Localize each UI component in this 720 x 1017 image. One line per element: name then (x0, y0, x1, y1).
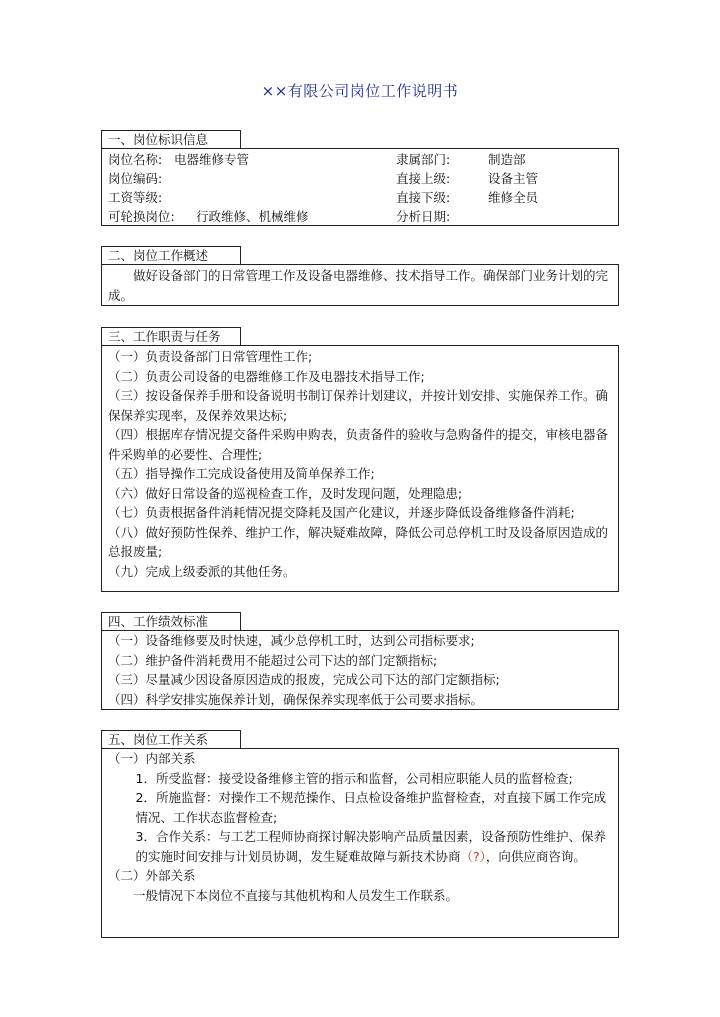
duty-item: （二）负责公司设备的电器维修工作及电器技术指导工作; (108, 368, 425, 384)
info-value: 维修全员 (488, 190, 539, 205)
relation-item (108, 827, 612, 866)
info-key: 隶属部门: (396, 152, 451, 167)
relation-item: 2．所施监督：对操作工不规范操作、日点检设备维护监督检查，对直接下属工作完成情况、工作状态监督检查; (135, 790, 606, 825)
duty-item: （一）负责设备部门日常管理性工作; (108, 349, 313, 364)
info-key: 直接下级: (396, 190, 451, 205)
info-value: 行政维修、机械维修 (196, 209, 309, 224)
info-row (108, 169, 612, 188)
external-relations-text: 一般情况下本岗位不直接与其他机构和人员发生工作联系。 (133, 887, 459, 903)
internal-relations-title: （一）内部关系 (108, 751, 196, 766)
external-relations-title: （二）外部关系 (108, 868, 196, 883)
duty-item: （八）做好预防性保养、维护工作，解决疑难故障，降低公司总停机工时及设备原因造成的总报废量; (108, 524, 609, 559)
overview-text: 做好设备部门的日常管理工作及设备电器维修、技术指导工作。确保部门业务计划的完成。 (108, 268, 609, 303)
info-key: 岗位编码: (108, 171, 163, 186)
section-heading-relations: 五、岗位工作关系 (101, 730, 241, 748)
info-value: 电器维修专管 (174, 152, 250, 167)
info-row (108, 188, 612, 207)
section-heading-performance: 四、工作绩效标准 (101, 612, 241, 630)
performance-item: （一）设备维修要及时快速，减少总停机工时，达到公司指标要求; (108, 633, 475, 648)
relation-text: 3．合作关系：与工艺工程师协商探讨解决影响产品质量因素，设备预防性维护、保养的实施时间安排与计划员协调，发生疑难故障与新技术协商 (135, 829, 606, 864)
info-value (488, 207, 612, 226)
section-heading-overview: 二、岗位工作概述 (101, 246, 241, 264)
info-key: 岗位名称: (108, 152, 163, 167)
info-key: 分析日期: (396, 209, 451, 224)
relation-item: 1．所受监督：接受设备维修主管的指示和监督，公司相应职能人员的监督检查; (135, 770, 573, 786)
duty-item: （六）做好日常设备的巡视检查工作，及时发现问题，处理隐患; (108, 485, 463, 501)
duty-item: （五）指导操作工完成设备使用及简单保养工作; (108, 466, 375, 481)
duty-item: （九）完成上级委派的其他任务。 (108, 563, 296, 579)
info-value: 制造部 (488, 152, 526, 167)
overview-box (101, 264, 619, 306)
document-title: ××有限公司岗位工作说明书 (261, 82, 459, 100)
duty-item: （三）按设备保养手册和设备说明书制订保养计划建议，并按计划安排、实施保养工作。确保保养实现率，及保养效果达标; (108, 388, 609, 423)
info-value (174, 188, 396, 207)
duties-box (101, 345, 619, 592)
performance-item: （二）维护备件消耗费用不能超过公司下达的部门定额指标; (108, 652, 438, 668)
identification-table (101, 148, 619, 226)
performance-item: （四）科学安排实施保养计划，确保保养实现率低于公司要求指标。 (108, 691, 484, 707)
info-value (174, 169, 396, 188)
info-row (108, 207, 612, 226)
duty-item: （七）负责根据备件消耗情况提交降耗及国产化建议，并逐步降低设备维修备件消耗; (108, 505, 575, 520)
question-mark-note: （?） (460, 848, 486, 864)
performance-box (101, 630, 619, 710)
info-key: 工资等级: (108, 190, 163, 205)
info-row (108, 150, 612, 169)
info-key: 可轮换岗位: (108, 209, 175, 224)
info-key: 直接上级: (396, 171, 451, 186)
relation-text: ，向供应商咨询。 (485, 848, 586, 864)
info-value: 设备主管 (488, 171, 539, 186)
duty-item: （四）根据库存情况提交备件采购申购表，负责备件的验收与急购备件的提交，审核电器备件采购单的必要性、合理性; (108, 427, 609, 462)
performance-item: （三）尽量减少因设备原因造成的报废，完成公司下达的部门定额指标; (108, 672, 500, 687)
section-heading-duties: 三、工作职责与任务 (101, 327, 241, 345)
relations-box (101, 748, 619, 938)
section-heading-identification: 一、岗位标识信息 (101, 130, 241, 148)
